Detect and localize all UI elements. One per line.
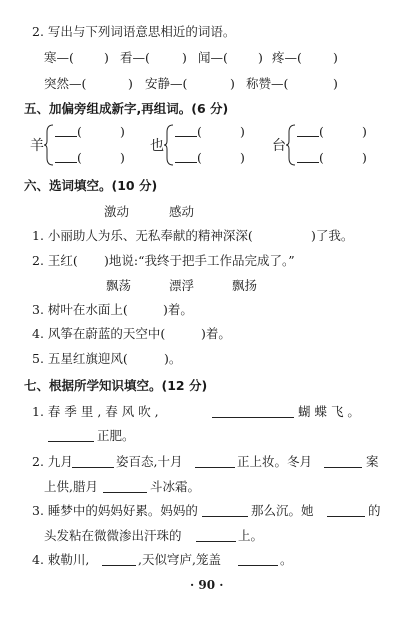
fill-text: 正上妆。冬月 [237, 454, 313, 469]
base-char: 台 [272, 138, 286, 154]
blank-line[interactable] [55, 123, 77, 137]
blank-line[interactable] [175, 123, 197, 137]
q2-paren-close: ) [333, 50, 338, 65]
fill-text: 正肥。 [97, 428, 135, 443]
paren-open: ( [197, 124, 202, 139]
sentence-text: 1. 小丽助人为乐、无私奉献的精神深深( [32, 228, 253, 243]
blank-line[interactable] [327, 503, 365, 517]
q2-item-7: 称赞—( [246, 76, 289, 91]
base-char: 羊 [30, 138, 44, 154]
blank-line[interactable] [212, 404, 294, 418]
fill-text: ,天似穹庐,笼盖 [138, 552, 221, 567]
fill-text: 那么沉。她 [251, 503, 314, 518]
blank-line[interactable] [195, 454, 235, 468]
fill-text: 2. 九月 [32, 454, 73, 469]
blank-line[interactable] [48, 428, 94, 442]
paren-close: ) [362, 150, 367, 165]
sentence-text: )。 [164, 351, 182, 366]
q2-item-5: 突然—( [44, 76, 87, 91]
sentence-text: 5. 五星红旗迎风( [32, 351, 128, 366]
fill-text: 姿百态,十月 [116, 454, 183, 469]
blank-line[interactable] [202, 503, 248, 517]
paren-open: ( [197, 150, 202, 165]
word-option: 感动 [169, 204, 195, 219]
sentence-text: )着。 [163, 302, 193, 317]
brace-icon [44, 124, 54, 166]
word-option: 漂浮 [169, 278, 195, 293]
paren-close: ) [120, 150, 125, 165]
fill-text: 案 [366, 454, 379, 469]
blank-line[interactable] [102, 552, 136, 566]
blank-line[interactable] [297, 149, 319, 163]
blank-line[interactable] [55, 149, 77, 163]
paren-close: ) [240, 124, 245, 139]
page-number: · 90 · [190, 578, 224, 592]
fill-text: 头发粘在微微渗出汗珠的 [44, 528, 182, 543]
blank-line[interactable] [324, 454, 362, 468]
paren-close: ) [362, 124, 367, 139]
blank-line[interactable] [196, 528, 236, 542]
q2-item-6: 安静—( [145, 76, 188, 91]
section-7-title: 七、根据所学知识填空。(12 分) [24, 378, 208, 393]
blank-line[interactable] [175, 149, 197, 163]
fill-text: 斗冰霜。 [150, 479, 201, 494]
paren-open: ( [77, 124, 82, 139]
blank-line[interactable] [103, 479, 147, 493]
fill-text: 。 [280, 552, 293, 567]
word-option: 激动 [104, 204, 130, 219]
sentence-text: )地说:“我终于把手工作品完成了。” [104, 253, 295, 268]
paren-open: ( [319, 124, 324, 139]
sentence-text: 2. 王红( [32, 253, 78, 268]
q2-item-4: 疼—( [272, 50, 302, 65]
sentence-text: 3. 树叶在水面上( [32, 302, 128, 317]
q2-paren-close: ) [128, 76, 133, 91]
q2-title: 2. 写出与下列词语意思相近的词语。 [32, 24, 236, 39]
blank-line[interactable] [297, 123, 319, 137]
paren-close: ) [240, 150, 245, 165]
q2-item-2: 看—( [120, 50, 150, 65]
q2-paren-close: ) [182, 50, 187, 65]
fill-text: 1. 春 季 里 , 春 风 吹 , [32, 404, 159, 419]
q2-paren-close: ) [258, 50, 263, 65]
fill-text: 3. 睡梦中的妈妈好累。妈妈的 [32, 503, 198, 518]
fill-text: 上供,腊月 [44, 479, 98, 494]
sentence-text: )了我。 [311, 228, 354, 243]
sentence-text: 4. 风筝在蔚蓝的天空中( [32, 326, 166, 341]
paren-close: ) [120, 124, 125, 139]
q2-item-1: 寒—( [44, 50, 74, 65]
section-5-title: 五、加偏旁组成新字,再组词。(6 分) [24, 101, 229, 116]
brace-icon [286, 124, 296, 166]
fill-text: 4. 敕勒川, [32, 552, 90, 567]
q2-paren-close: ) [230, 76, 235, 91]
word-option: 飘扬 [232, 278, 258, 293]
blank-line[interactable] [238, 552, 278, 566]
base-char: 也 [150, 138, 164, 154]
q2-item-3: 闻—( [198, 50, 228, 65]
fill-text: 蝴 蝶 飞 。 [298, 404, 360, 419]
blank-line[interactable] [72, 454, 114, 468]
sentence-text: )着。 [201, 326, 231, 341]
word-option: 飘荡 [106, 278, 132, 293]
paren-open: ( [77, 150, 82, 165]
brace-icon [164, 124, 174, 166]
q2-paren-close: ) [104, 50, 109, 65]
section-6-title: 六、选词填空。(10 分) [24, 178, 158, 193]
paren-open: ( [319, 150, 324, 165]
fill-text: 上。 [238, 528, 264, 543]
fill-text: 的 [368, 503, 381, 518]
q2-paren-close: ) [333, 76, 338, 91]
